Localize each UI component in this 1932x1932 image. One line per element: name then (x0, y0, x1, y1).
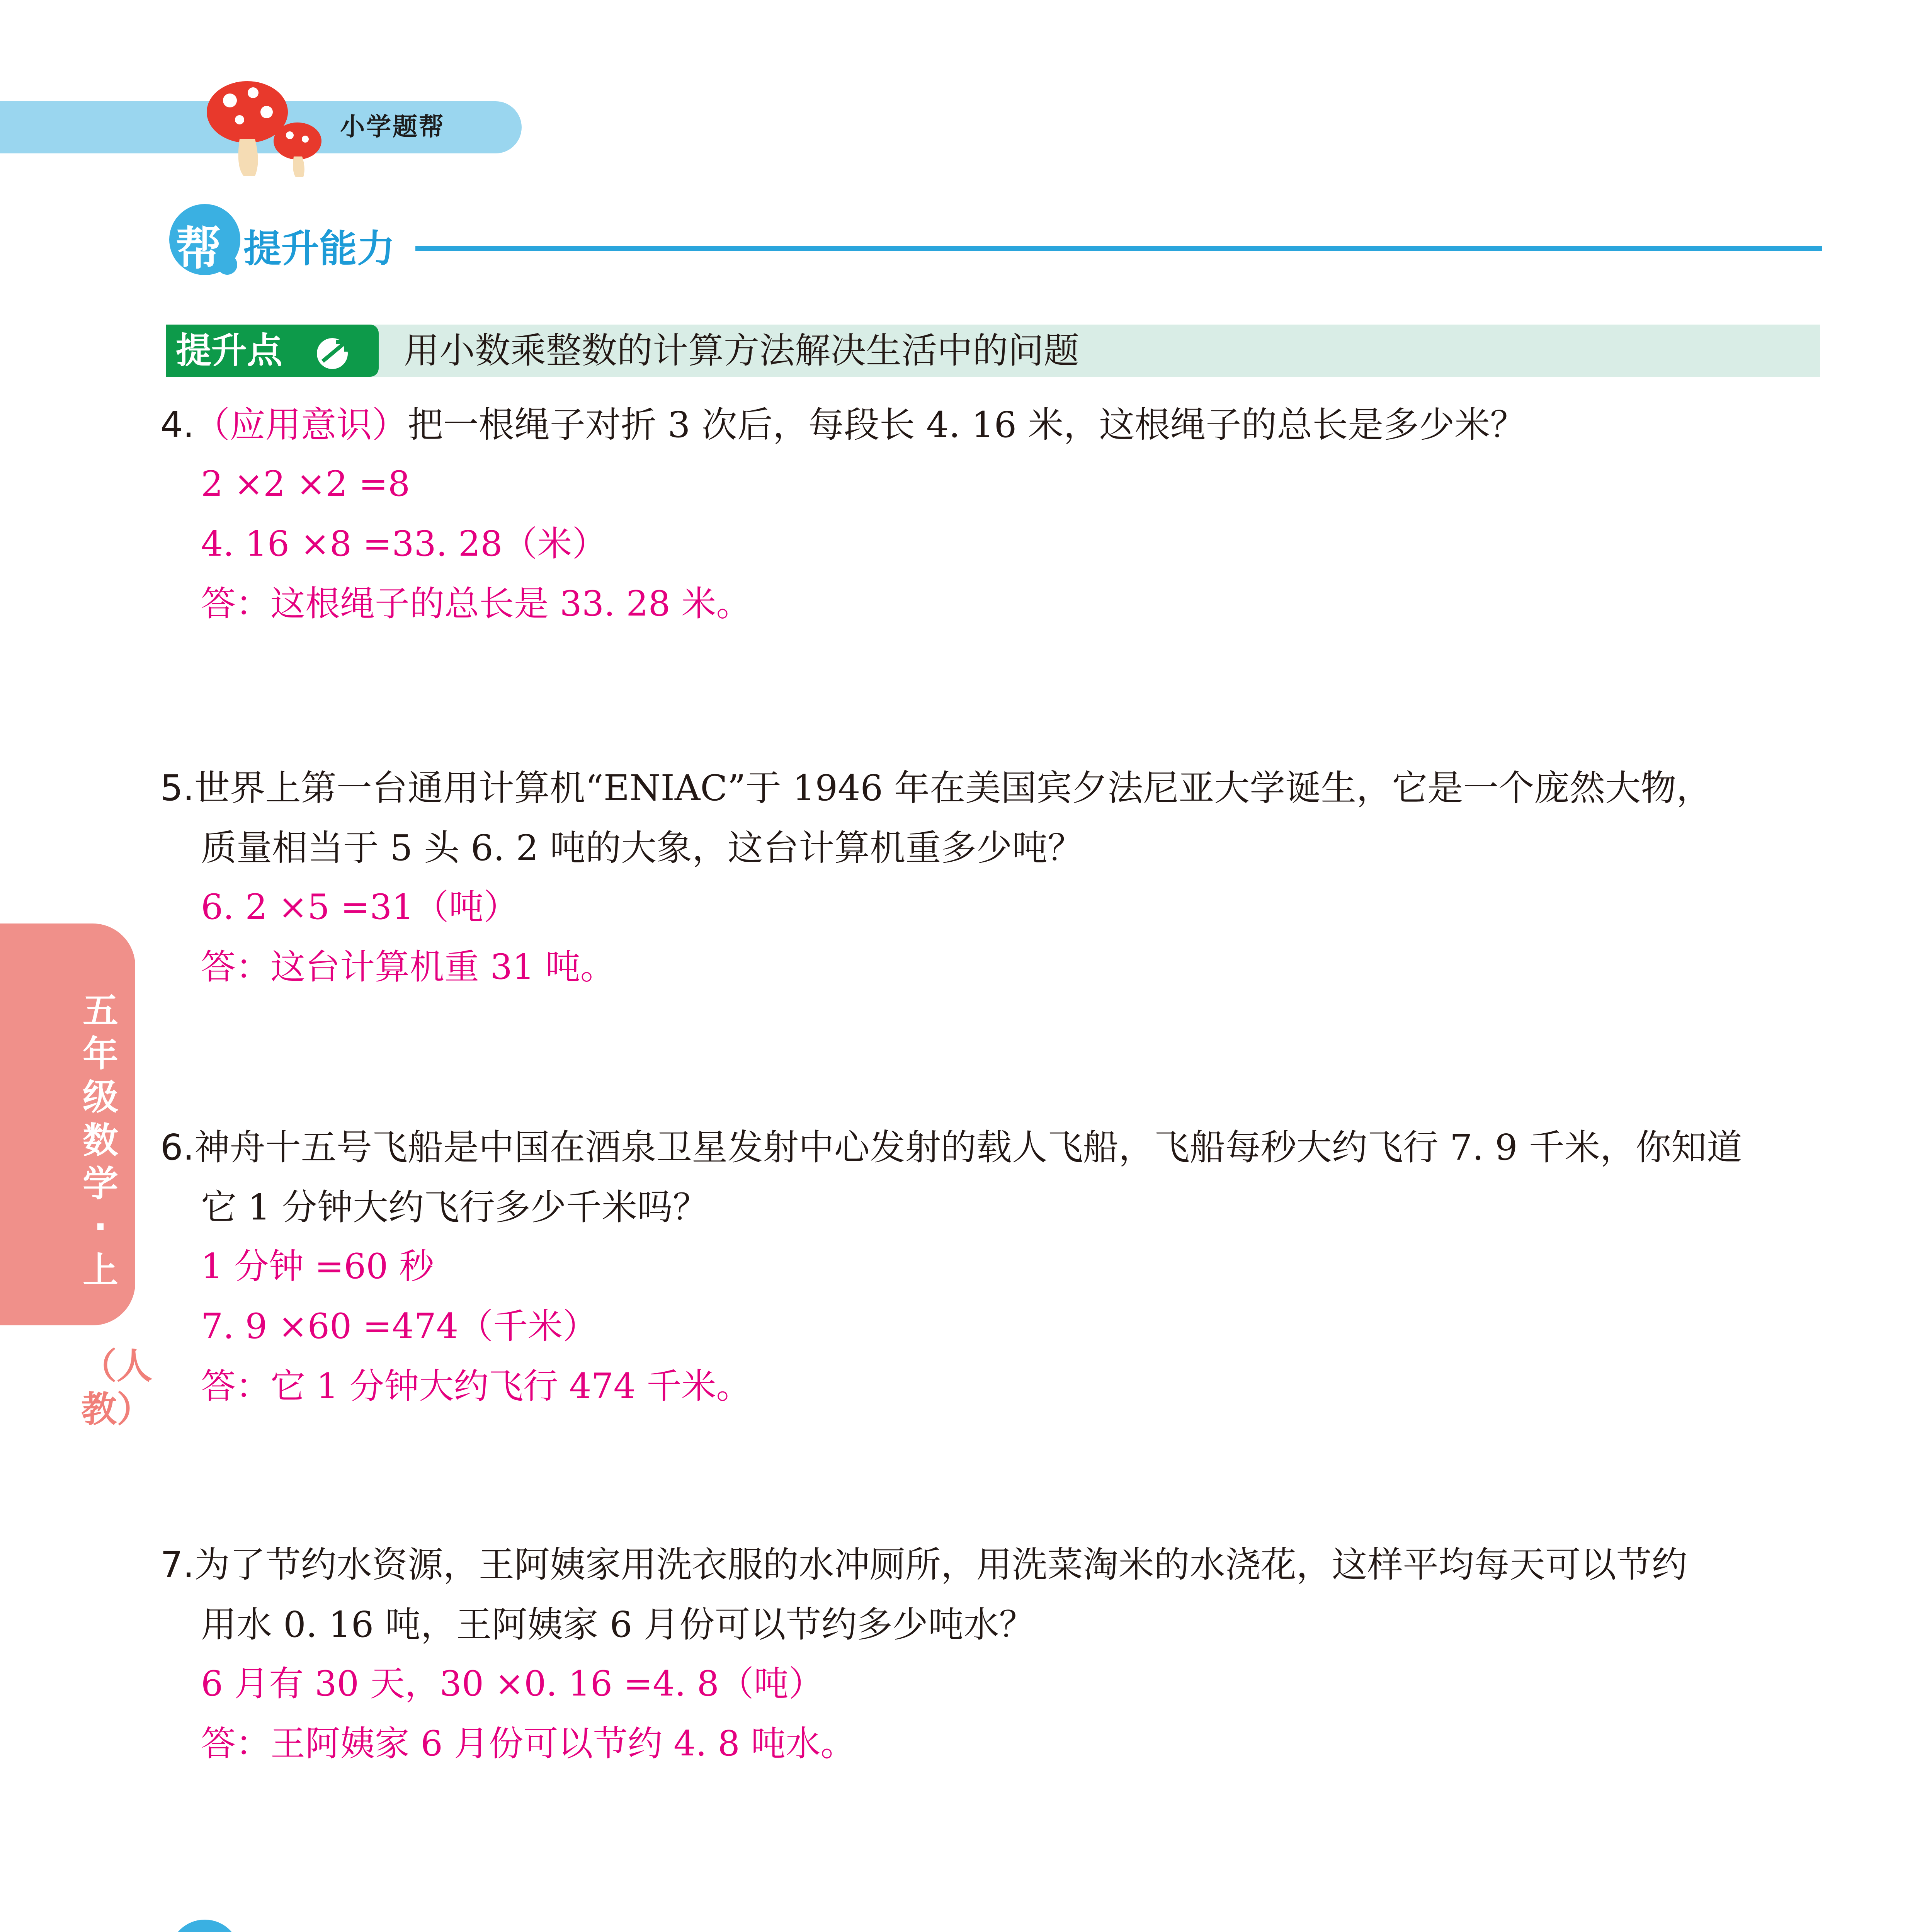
question-text-continued: 它 1 分钟大约飞行多少千米吗？ (201, 1187, 709, 1228)
section-title-improve: 提升能力 (243, 227, 395, 271)
question-4 (160, 394, 1526, 456)
question-text-continued: 用水 0. 16 吨，王阿姨家 6 月份可以节约多少吨水？ (201, 1604, 1035, 1645)
section-badge: 帮 (176, 222, 222, 275)
question-number: 5. (160, 767, 194, 809)
answer-line: 答：这台计算机重 31 吨。 (201, 947, 615, 987)
answer-line: 答：王阿姨家 6 月份可以节约 4. 8 吨水。 (201, 1723, 855, 1764)
question-5 (160, 757, 1712, 819)
question-6 (160, 1117, 1742, 1179)
question-label: （应用意识） (194, 404, 408, 446)
question-text: 世界上第一台通用计算机“ENIAC”于 1946 年在美国宾夕法尼亚大学诞生，它是一个庞然大物， (194, 767, 1712, 809)
question-number: 7. (160, 1544, 194, 1585)
knowledge-point-tag-label: 提升点 (176, 330, 283, 371)
question-number: 6. (160, 1127, 194, 1168)
answer-line: 2 ×2 ×2 =8 (201, 464, 410, 504)
question-text: 把一根绳子对折 3 次后，每段长 4. 16 米，这根绳子的总长是多少米？ (407, 404, 1526, 446)
answer-line: 6. 2 ×5 =31（吨） (201, 887, 519, 927)
answer-line: 答：它 1 分钟大约飞行 474 千米。 (201, 1366, 751, 1406)
question-7 (160, 1534, 1687, 1596)
knowledge-point-text: 用小数乘整数的计算方法解决生活中的问题 (404, 330, 1080, 371)
question-text-continued: 质量相当于 5 头 6. 2 吨的大象，这台计算机重多少吨？ (201, 827, 1083, 869)
answer-line: 1 分钟 =60 秒 (201, 1246, 434, 1287)
side-tab-grade: 五年级数学·上 (82, 990, 118, 1291)
mushroom-icon (197, 70, 336, 178)
answer-line: 7. 9 ×60 =474（千米） (201, 1306, 598, 1347)
answer-line: 答：这根绳子的总长是 33. 28 米。 (201, 583, 751, 624)
section-badge (176, 1927, 221, 1932)
answer-line: 4. 16 ×8 =33. 28（米） (201, 524, 607, 564)
section-divider (415, 246, 1822, 251)
question-text: 为了节约水资源，王阿姨家用洗衣服的水冲厕所，用洗菜淘米的水浇花，这样平均每天可以节约 (194, 1544, 1687, 1585)
arrow-icon (309, 332, 367, 371)
book-title: 小学题帮 (340, 113, 445, 141)
side-tab-edition: （人教） (81, 1345, 153, 1430)
answer-line: 6 月有 30 天，30 ×0. 16 =4. 8（吨） (201, 1663, 823, 1704)
question-number: 4. (160, 404, 194, 446)
question-text: 神舟十五号飞船是中国在酒泉卫星发射中心发射的载人飞船，飞船每秒大约飞行 7. 9 千米，你知道 (194, 1127, 1742, 1168)
